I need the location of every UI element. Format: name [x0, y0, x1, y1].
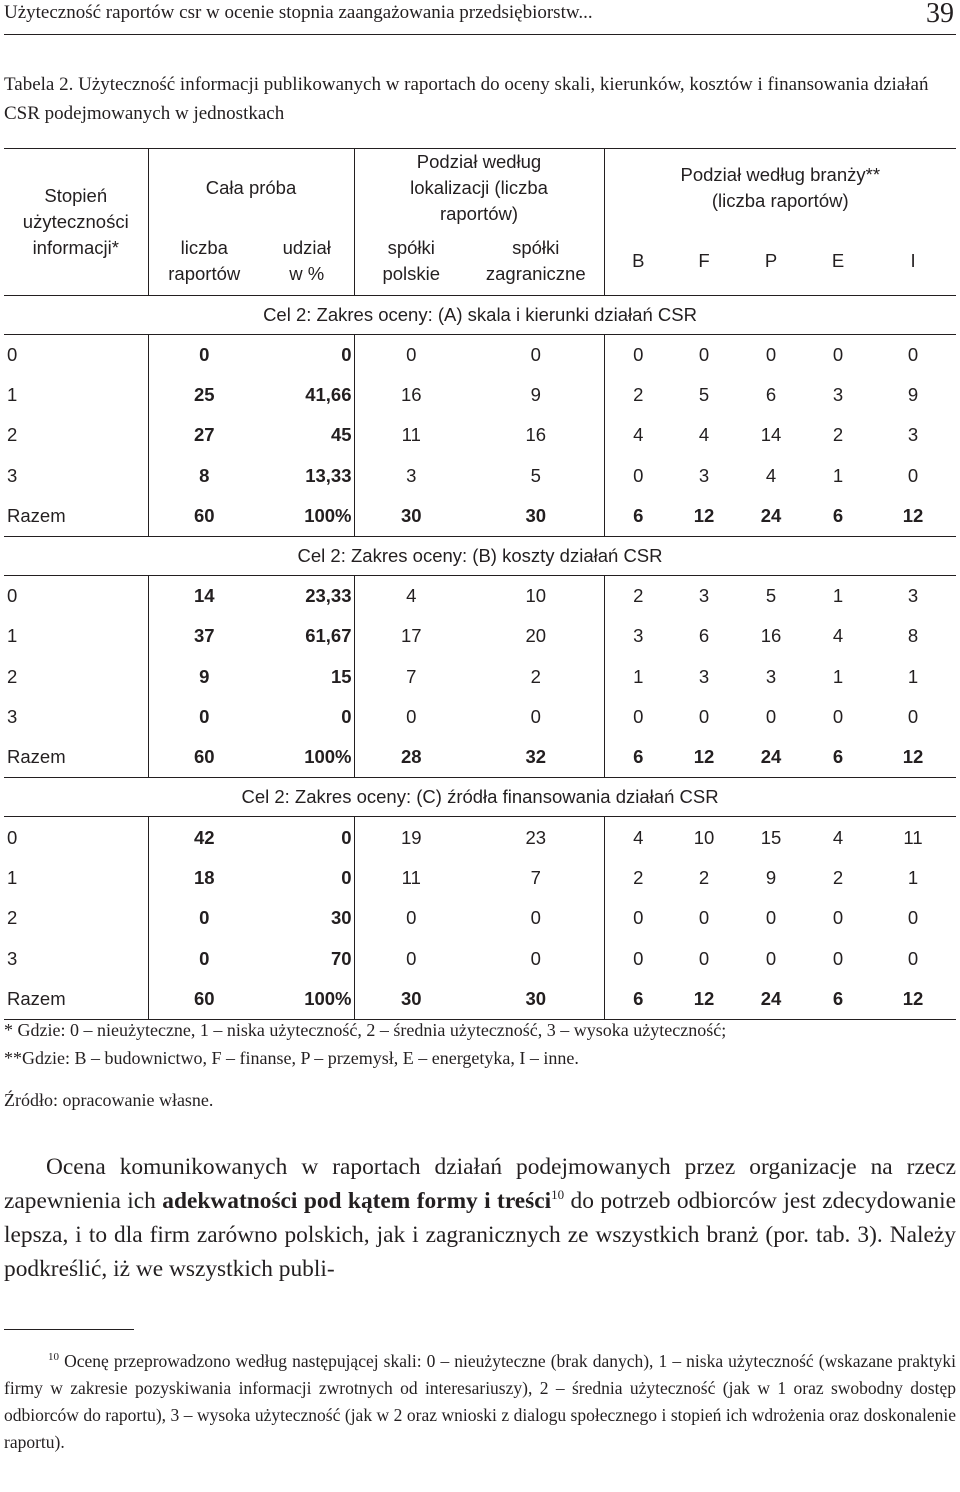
row-label: 1	[7, 383, 18, 405]
table-cell: 100%	[304, 746, 352, 768]
table-cell: 5	[530, 464, 541, 486]
body-text-start: Ocena komunikowanych w raportach działań podejmowanych przez organizacje na rzecz zapewnienia ich	[4, 1154, 956, 1214]
table-cell: 0	[765, 907, 777, 929]
body-text-end: do potrzeb odbiorców jest zdecydowanie lepsza, i to dla firm zarówno polskich, jak i zagranicznych ze wszystkich branż (por. tab. 3). Należy podkreślić, iż we wszystkich publi-	[4, 1188, 956, 1282]
table-cell: 12	[672, 979, 736, 1020]
table-cell: 4	[604, 415, 672, 455]
table-cell: 2	[604, 575, 672, 616]
table-cell: 7	[354, 657, 468, 697]
table-cell: 0	[148, 898, 260, 938]
table-cell: 30	[354, 496, 468, 537]
section-title: Cel 2: Zakres oceny: (A) skala i kierunki działań CSR	[4, 295, 956, 334]
table-cell: 9	[907, 383, 919, 405]
table-cell: 24	[760, 504, 782, 526]
table-cell: 15	[736, 817, 806, 858]
header-industry-f: F	[698, 249, 710, 271]
table-row	[4, 817, 956, 858]
table-cell: 24	[736, 979, 806, 1020]
table-row	[4, 938, 956, 978]
table-cell: 9	[530, 383, 541, 405]
table-cell: 37	[148, 616, 260, 656]
table-cell: 4	[604, 817, 672, 858]
table-cell: 70	[330, 947, 352, 969]
row-label: Razem	[7, 504, 66, 526]
table-cell: 45	[330, 424, 352, 446]
table-cell: 4	[832, 625, 844, 647]
row-label: 3	[7, 464, 18, 486]
table-cell: 4	[765, 464, 777, 486]
table-cell: 10	[672, 817, 736, 858]
table-cell: 0	[604, 898, 672, 938]
table-cell: 0	[870, 334, 956, 375]
table-cell: 100%	[260, 979, 354, 1020]
row-label: 0	[4, 575, 148, 616]
table-cell: 14	[760, 424, 782, 446]
table-cell: 3	[672, 575, 736, 616]
table-row	[4, 375, 956, 415]
table-cell: 0	[604, 938, 672, 978]
body-text	[4, 1150, 956, 1286]
table-cell: 6	[604, 737, 672, 778]
table-row	[4, 575, 956, 616]
row-label: 1	[7, 866, 18, 888]
table-cell: 30	[330, 907, 352, 929]
table-cell: 6	[765, 383, 777, 405]
table-cell: 2	[530, 665, 541, 687]
running-title: Użyteczność raportów csr w ocenie stopnia zaangażowania przedsiębiorstw...	[4, 2, 593, 23]
table-cell: 16	[760, 625, 782, 647]
table-cell: 0	[698, 706, 710, 728]
table-cell: 0	[148, 938, 260, 978]
table-cell: 0	[832, 706, 844, 728]
table-cell: 0	[736, 334, 806, 375]
running-header	[4, 0, 956, 35]
table-cell: 3	[604, 616, 672, 656]
table-cell: 12	[693, 746, 715, 768]
total-row	[4, 737, 956, 778]
table-cell: 30	[468, 979, 604, 1020]
table-cell: 7	[530, 866, 541, 888]
row-label: 0	[4, 817, 148, 858]
table-cell: 100%	[304, 504, 352, 526]
table-cell: 23	[468, 817, 604, 858]
table-cell: 0	[604, 334, 672, 375]
row-label: 3	[7, 706, 18, 728]
table-cell: 0	[907, 464, 919, 486]
table-cell: 3	[354, 455, 468, 495]
table-cell: 8	[907, 625, 919, 647]
table-cell: 0	[354, 697, 468, 737]
table-cell: 6	[698, 625, 710, 647]
header-industry-i: I	[910, 249, 916, 271]
table-cell: 2	[832, 866, 844, 888]
table-cell: 1	[832, 665, 844, 687]
table-cell: 6	[832, 504, 844, 526]
page-number: 39	[926, 0, 954, 29]
table-cell: 16	[525, 424, 547, 446]
table-cell: 0	[698, 907, 710, 929]
table-cell: 20	[525, 625, 547, 647]
footnote	[4, 1348, 956, 1456]
table-cell: 2	[604, 858, 672, 898]
header-polish-companies: spółki polskie	[354, 227, 468, 295]
row-label: 3	[7, 947, 18, 969]
row-label: Razem	[4, 979, 148, 1020]
table-row	[4, 616, 956, 656]
table-cell: 0	[530, 706, 541, 728]
section-header-row	[4, 536, 956, 575]
footnote-number: 10	[48, 1351, 59, 1364]
table-cell: 61,67	[305, 625, 352, 647]
table-cell: 6	[806, 979, 870, 1020]
table-row	[4, 657, 956, 697]
footnote-text: Ocenę przeprowadzono według następującej skali: 0 – nieużyteczne (brak danych), 1 – niska użyteczność (wskazane praktyki firmy w zakresie pozyskiwania informacji zwrotnych od interesariuszy), 2 – średnia użyteczność (jak w 1 oraz swobodny dostęp odbiorców do raportu), 3 – wysoka użyteczność (jak w 2 oraz wnioski z dialogu społecznego i stopień ich wdrożenia oraz doskonalenie raportu).	[4, 1351, 956, 1452]
table-cell: 12	[902, 746, 924, 768]
header-foreign-companies: spółki zagraniczne	[485, 236, 586, 284]
section-header-row	[4, 778, 956, 817]
table-cell: 9	[148, 657, 260, 697]
table-cell: 32	[525, 746, 547, 768]
table-cell: 0	[672, 334, 736, 375]
table-cell: 23,33	[260, 575, 354, 616]
table-source: Źródło: opracowanie własne.	[4, 1090, 214, 1110]
table-cell: 42	[148, 817, 260, 858]
table-cell: 0	[341, 706, 352, 728]
table-cell: 3	[870, 575, 956, 616]
table-cell: 0	[260, 334, 354, 375]
table-cell: 6	[832, 746, 844, 768]
table-cell: 11	[870, 817, 956, 858]
table-row	[4, 415, 956, 455]
table-row	[4, 697, 956, 737]
section-title: Cel 2: Zakres oceny: (B) koszty działań CSR	[4, 536, 956, 575]
table-cell: 0	[148, 697, 260, 737]
table-cell: 2	[698, 866, 710, 888]
table-cell: 13,33	[305, 464, 352, 486]
header-by-location: Podział według lokalizacji (liczba raportów)	[354, 149, 604, 228]
table-cell: 0	[530, 947, 541, 969]
table-notes	[4, 1016, 956, 1072]
total-row	[4, 496, 956, 537]
header-by-industry: Podział według branży** (liczba raportów)	[604, 149, 956, 228]
total-row	[4, 979, 956, 1020]
table-cell: 41,66	[305, 383, 352, 405]
note-usefulness-scale: * Gdzie: 0 – nieużyteczne, 1 – niska użyteczność, 2 – średnia użyteczność, 3 – wysoka użyteczność;	[4, 1020, 727, 1040]
table-cell: 17	[354, 616, 468, 656]
table-cell: 30	[525, 504, 547, 526]
table-cell: 24	[760, 746, 782, 768]
note-industry-codes: **Gdzie: B – budownictwo, F – finanse, P – przemysł, E – energetyka, I – inne.	[4, 1048, 579, 1068]
table-cell: 1	[806, 575, 870, 616]
table-cell: 1	[907, 665, 919, 687]
table-cell: 4	[354, 575, 468, 616]
table-cell: 25	[148, 375, 260, 415]
section-header-row	[4, 295, 956, 334]
row-label: Razem	[7, 746, 66, 768]
table-cell: 0	[907, 706, 919, 728]
row-label: 2	[7, 665, 18, 687]
table-cell: 0	[341, 866, 352, 888]
table-cell: 18	[148, 858, 260, 898]
table-cell: 3	[907, 424, 919, 446]
table-cell: 0	[354, 938, 468, 978]
table-cell: 1	[832, 464, 844, 486]
table-cell: 0	[468, 334, 604, 375]
table-cell: 0	[604, 455, 672, 495]
header-industry-b: B	[604, 227, 672, 295]
table-cell: 4	[806, 817, 870, 858]
table-cell: 0	[806, 334, 870, 375]
table-cell: 30	[354, 979, 468, 1020]
header-industry-p: P	[764, 249, 778, 271]
table-cell: 0	[530, 907, 541, 929]
table-cell: 60	[148, 737, 260, 778]
usefulness-table	[4, 148, 956, 1020]
table-cell: 2	[832, 424, 844, 446]
table-cell: 10	[468, 575, 604, 616]
table-cell: 9	[765, 866, 777, 888]
table-cell: 5	[736, 575, 806, 616]
table-cell: 0	[260, 817, 354, 858]
table-cell: 0	[148, 334, 260, 375]
table-cell: 8	[148, 455, 260, 495]
header-share-pct: udział w %	[282, 236, 331, 284]
row-label: 0	[4, 334, 148, 375]
table-caption: Tabela 2. Użyteczność informacji publikowanych w raportach do oceny skali, kierunków, kosztów i finansowania działań CSR podejmowanych w jednostkach	[4, 74, 929, 124]
table-cell: 19	[354, 817, 468, 858]
table-cell: 11	[354, 415, 468, 455]
table-cell: 11	[354, 858, 468, 898]
table-cell: 3	[698, 464, 710, 486]
row-label: 1	[7, 625, 18, 647]
body-text-emphasis: adekwatności pod kątem formy i treści	[162, 1188, 552, 1214]
table-cell: 0	[832, 907, 844, 929]
table-cell: 0	[354, 334, 468, 375]
table-cell: 3	[765, 665, 777, 687]
row-label: 2	[7, 907, 18, 929]
table-cell: 1	[907, 866, 919, 888]
header-whole-sample: Cała próba	[148, 149, 354, 228]
table-cell: 60	[148, 979, 260, 1020]
table-row	[4, 858, 956, 898]
footnote-separator	[4, 1329, 134, 1330]
table-cell: 15	[330, 665, 352, 687]
row-label: 2	[7, 424, 18, 446]
table-cell: 5	[698, 383, 710, 405]
section-title: Cel 2: Zakres oceny: (C) źródła finansowania działań CSR	[4, 778, 956, 817]
table-cell: 2	[604, 375, 672, 415]
table-cell: 16	[354, 375, 468, 415]
table-cell: 0	[698, 947, 710, 969]
table-cell: 12	[693, 504, 715, 526]
table-cell: 14	[148, 575, 260, 616]
table-cell: 3	[832, 383, 844, 405]
table-row	[4, 334, 956, 375]
header-report-count: liczba raportów	[148, 227, 260, 295]
table-cell: 27	[148, 415, 260, 455]
table-cell: 0	[354, 898, 468, 938]
table-cell: 6	[604, 496, 672, 537]
table-cell: 0	[907, 907, 919, 929]
header-degree: Stopień użyteczności informacji*	[22, 184, 129, 258]
table-cell: 60	[148, 496, 260, 537]
table-cell: 0	[832, 947, 844, 969]
table-cell: 0	[907, 947, 919, 969]
table-row	[4, 898, 956, 938]
table-cell: 4	[698, 424, 710, 446]
table-cell: 0	[604, 697, 672, 737]
table-cell: 0	[765, 947, 777, 969]
table-cell: 1	[604, 657, 672, 697]
table-cell: 28	[354, 737, 468, 778]
table-cell: 6	[604, 979, 672, 1020]
table-cell: 12	[870, 979, 956, 1020]
footnote-reference: 10	[551, 1187, 565, 1203]
table-cell: 0	[765, 706, 777, 728]
table-row	[4, 455, 956, 495]
header-industry-e: E	[831, 249, 845, 271]
table-cell: 12	[902, 504, 924, 526]
table-cell: 3	[698, 665, 710, 687]
